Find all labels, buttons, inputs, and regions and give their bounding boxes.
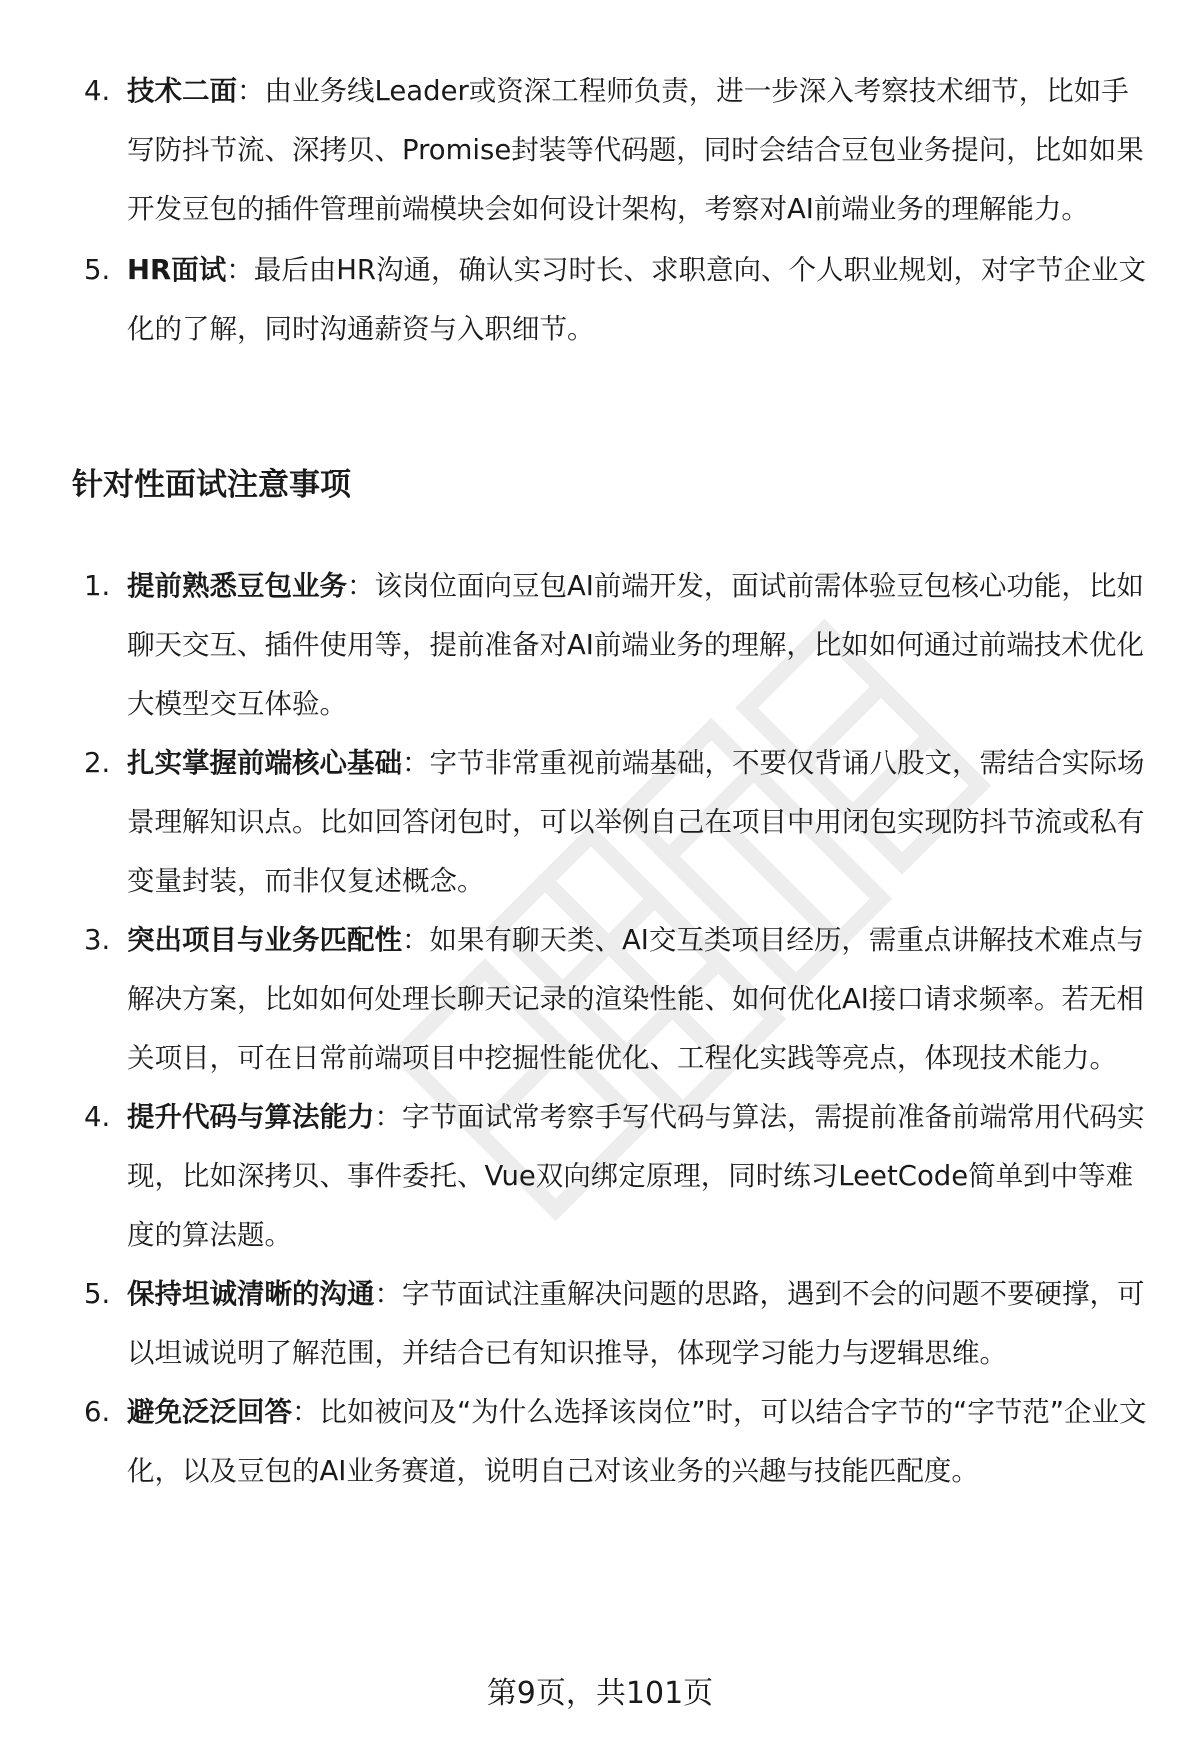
interview-tips-list — [0, 557, 1200, 1501]
list-item-text: 字节面试注重解决问题的思路，遇到不会的问题不要硬撑，可以坦诚说明了解范围，并结合已有知识推导，体现学习能力与逻辑思维。 — [127, 1278, 1145, 1369]
list-item-number: 2. — [84, 747, 111, 779]
list-item-number: 1. — [84, 570, 111, 602]
list-item-separator: ： — [292, 1396, 320, 1428]
list-item-separator: ： — [374, 1101, 402, 1133]
list-item-term: 技术二面 — [127, 75, 237, 107]
interview-process-list — [0, 62, 1200, 359]
list-item-text: 字节非常重视前端基础，不要仅背诵八股文，需结合实际场景理解知识点。比如回答闭包时，可以举例自己在项目中用闭包实现防抖节流或私有变量封装，而非仅复述概念。 — [127, 747, 1145, 897]
list-item-text: 该岗位面向豆包AI前端开发，面试前需体验豆包核心功能，比如聊天交互、插件使用等，提前准备对AI前端业务的理解，比如如何通过前端技术优化大模型交互体验。 — [127, 570, 1144, 720]
list-item-term: 提前熟悉豆包业务 — [127, 570, 347, 602]
list-item — [0, 1383, 1200, 1501]
list-item — [0, 734, 1200, 911]
list-item-separator: ： — [347, 570, 375, 602]
list-item-term: 突出项目与业务匹配性 — [127, 924, 402, 956]
list-item-term: HR面试 — [127, 254, 227, 286]
list-item — [0, 1265, 1200, 1383]
list-item-text: 比如被问及“为什么选择该岗位”时，可以结合字节的“字节范”企业文化，以及豆包的AI业务赛道，说明自己对该业务的兴趣与技能匹配度。 — [127, 1396, 1147, 1487]
list-item-term: 保持坦诚清晰的沟通 — [127, 1278, 375, 1310]
list-item-text: 如果有聊天类、AI交互类项目经历，需重点讲解技术难点与解决方案，比如如何处理长聊天记录的渲染性能、如何优化AI接口请求频率。若无相关项目，可在日常前端项目中挖掘性能优化、工程化实践等亮点，体现技术能力。 — [127, 924, 1144, 1074]
list-item-separator: ： — [226, 254, 254, 286]
list-item-separator: ： — [402, 747, 430, 779]
list-item-separator: ： — [237, 75, 265, 107]
page-number-footer: 第9页，共101页 — [486, 1676, 714, 1711]
list-item-number: 4. — [84, 1101, 111, 1133]
list-item-text: 最后由HR沟通，确认实习时长、求职意向、个人职业规划，对字节企业文化的了解，同时沟通薪资与入职细节。 — [127, 254, 1146, 345]
list-item-number: 5. — [84, 254, 111, 286]
list-item — [0, 1088, 1200, 1265]
list-item-number: 4. — [84, 75, 111, 107]
list-item — [0, 557, 1200, 734]
list-item-separator: ： — [374, 1278, 402, 1310]
list-item — [0, 241, 1200, 359]
list-item-separator: ： — [402, 924, 430, 956]
list-item-term: 避免泛泛回答 — [127, 1396, 292, 1428]
list-item-term: 扎实掌握前端核心基础 — [127, 747, 402, 779]
list-item-number: 5. — [84, 1278, 111, 1310]
list-item — [0, 911, 1200, 1088]
list-item — [0, 62, 1200, 239]
list-item-term: 提升代码与算法能力 — [127, 1101, 375, 1133]
section-heading: 针对性面试注意事项 — [72, 467, 351, 503]
list-item-number: 6. — [84, 1396, 111, 1428]
list-item-number: 3. — [84, 924, 111, 956]
list-item-text: 字节面试常考察手写代码与算法，需提前准备前端常用代码实现，比如深拷贝、事件委托、Vue双向绑定原理，同时练习LeetCode简单到中等难度的算法题。 — [127, 1101, 1145, 1251]
list-item-text: 由业务线Leader或资深工程师负责，进一步深入考察技术细节，比如手写防抖节流、深拷贝、Promise封装等代码题，同时会结合豆包业务提问，比如如果开发豆包的插件管理前端模块会如何设计架构，考察对AI前端业务的理解能力。 — [127, 75, 1144, 225]
